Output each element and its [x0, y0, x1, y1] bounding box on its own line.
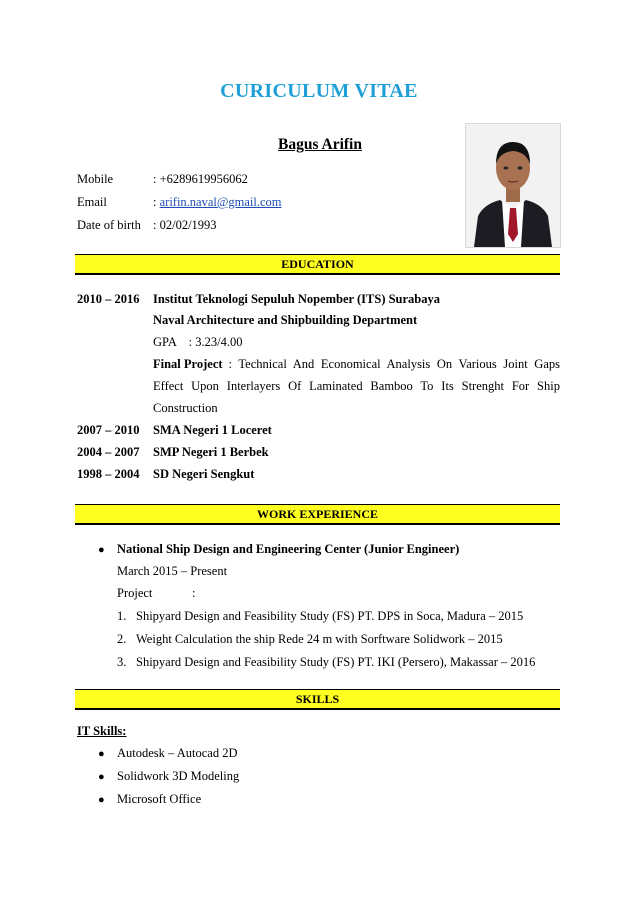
dob-value: : 02/02/1993	[153, 218, 217, 232]
work-project-label: Project	[117, 586, 153, 600]
profile-photo	[465, 123, 561, 248]
edu-years-4: 1998 – 2004	[77, 467, 140, 481]
final-project-text-2: Effect Upon Interlayers Of Laminated Bamboo To Its Strenght For Ship	[153, 379, 560, 393]
email-prefix: :	[153, 195, 160, 209]
edu-final-project-line1	[153, 357, 560, 371]
section-header-skills: SKILLS	[75, 689, 560, 710]
person-portrait-icon	[466, 124, 560, 247]
dob-label: Date of birth	[77, 218, 141, 232]
final-project-text-1: : Technical And Economical Analysis On Various Joint Gaps	[228, 357, 560, 371]
edu-gpa: GPA : 3.23/4.00	[153, 335, 243, 349]
edu-years-1: 2010 – 2016	[77, 292, 140, 306]
email-label: Email	[77, 195, 107, 209]
edu-school-2: SMA Negeri 1 Loceret	[153, 423, 272, 437]
work-employer: National Ship Design and Engineering Center (Junior Engineer)	[117, 542, 460, 556]
project-text-3: Shipyard Design and Feasibility Study (FS) PT. IKI (Persero), Makassar – 2016	[136, 655, 536, 669]
skill-item-2: Solidwork 3D Modeling	[117, 769, 240, 783]
mobile-value: : +6289619956062	[153, 172, 248, 186]
person-name: Bagus Arifin	[278, 136, 362, 153]
edu-years-2: 2007 – 2010	[77, 423, 140, 437]
section-header-education: EDUCATION	[75, 254, 560, 275]
final-project-text-3: Construction	[153, 401, 218, 415]
work-period: March 2015 – Present	[117, 564, 228, 578]
edu-department: Naval Architecture and Shipbuilding Department	[153, 313, 418, 327]
email-link[interactable]: arifin.naval@gmail.com	[159, 195, 282, 209]
edu-school-4: SD Negeri Sengkut	[153, 467, 255, 481]
bullet-icon: ●	[98, 771, 105, 783]
edu-school-1: Institut Teknologi Sepuluh Nopember (ITS) Surabaya	[153, 292, 441, 306]
bullet-icon: ●	[98, 748, 105, 760]
work-project-colon: :	[192, 586, 196, 600]
it-skills-label: IT Skills:	[77, 724, 127, 738]
project-number-1: 1.	[117, 609, 127, 623]
bullet-icon: ●	[98, 544, 105, 556]
edu-years-3: 2004 – 2007	[77, 445, 140, 459]
bullet-icon: ●	[98, 794, 105, 806]
section-header-work-experience: WORK EXPERIENCE	[75, 504, 560, 525]
mobile-label: Mobile	[77, 172, 114, 186]
edu-school-3: SMP Negeri 1 Berbek	[153, 445, 269, 459]
project-number-3: 3.	[117, 655, 127, 669]
skill-item-3: Microsoft Office	[117, 792, 202, 806]
project-text-2: Weight Calculation the ship Rede 24 m with Sorftware Solidwork – 2015	[136, 632, 503, 646]
project-text-1: Shipyard Design and Feasibility Study (FS) PT. DPS in Soca, Madura – 2015	[136, 609, 524, 623]
final-project-label: Final Project	[153, 357, 223, 371]
project-number-2: 2.	[117, 632, 127, 646]
email-value-wrap	[153, 196, 282, 209]
document-title: CURICULUM VITAE	[220, 80, 418, 102]
skill-item-1: Autodesk – Autocad 2D	[117, 746, 238, 760]
